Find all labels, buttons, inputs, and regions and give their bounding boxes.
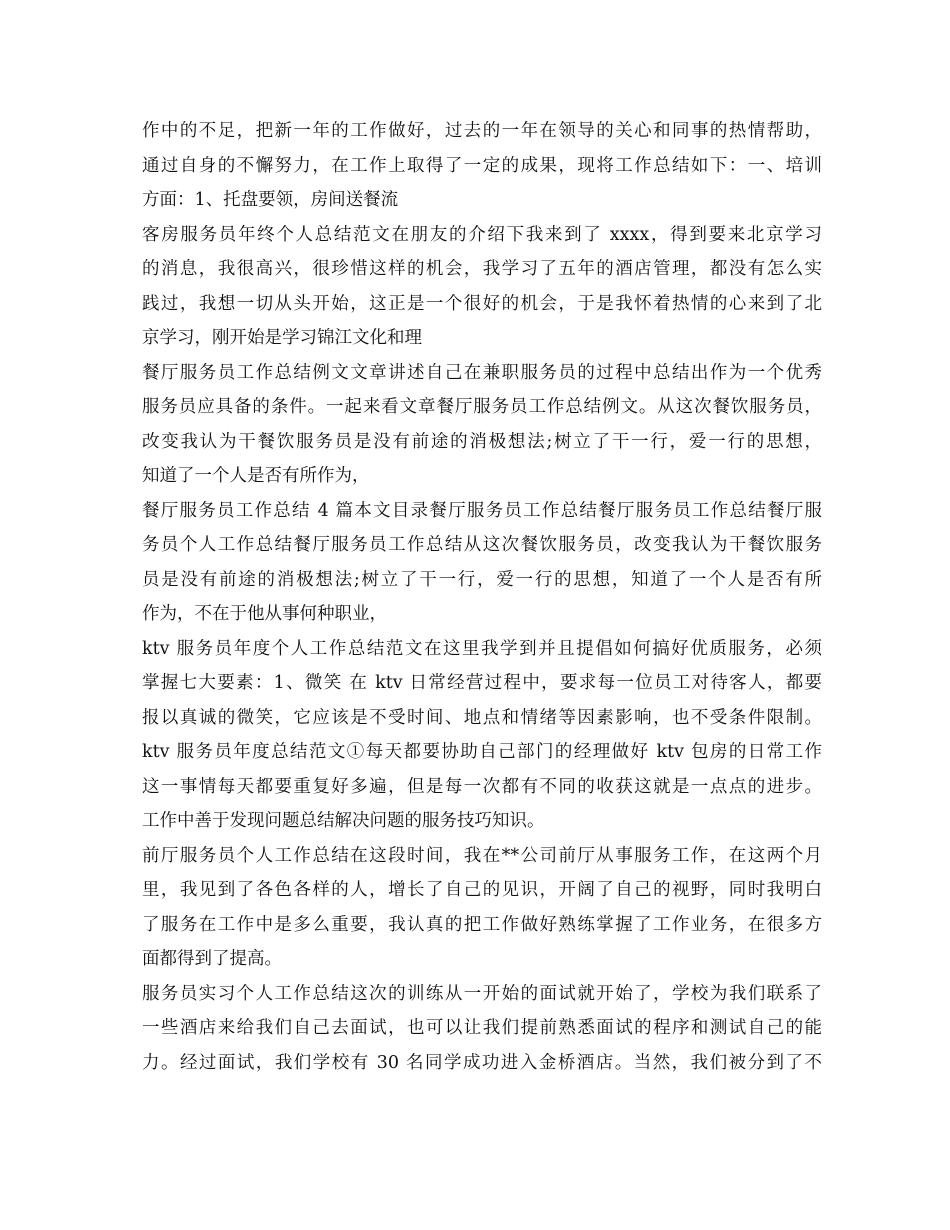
text-line: 员是没有前途的消极想法;树立了干一行，爱一行的思想，知道了一个人是否有所 [142,569,822,590]
text-line: 报以真诚的微笑，它应该是不受时间、地点和情绪等因素影响，也不受条件限制。 [142,707,822,728]
text-line: 作中的不足，把新一年的工作做好，过去的一年在领导的关心和同事的热情帮助， [142,121,822,141]
text-line: 服务员应具备的条件。一起来看文章餐厅服务员工作总结例文。从这次餐饮服务员， [142,397,822,417]
text-line: 京学习，刚开始是学习锦江文化和理 [142,328,422,348]
text-line: 力。经过面试，我们学校有 30 名同学成功进入金桥酒店。当然，我们被分到了不 [142,1052,822,1073]
text-line: 里，我见到了各色各样的人，增长了自己的见识，开阔了自己的视野，同时我明白 [142,880,822,900]
text-line: ktv 服务员年度总结范文①每天都要协助自己部门的经理做好 ktv 包房的日常工作 [142,742,822,762]
text-line: ktv 服务员年度个人工作总结范文在这里我学到并且提倡如何搞好优质服务，必须 [142,638,822,659]
text-line: 了服务在工作中是多么重要，我认真的把工作做好熟练掌握了工作业务，在很多方 [142,914,822,935]
text-line: 作为，不在于他从事何种职业， [142,604,387,624]
document-body [142,114,822,1080]
text-line: 的消息，我很高兴，很珍惜这样的机会，我学习了五年的酒店管理，都没有怎么实 [142,259,822,279]
text-line: 知道了一个人是否有所作为， [142,466,370,486]
text-line: 通过自身的不懈努力，在工作上取得了一定的成果，现将工作总结如下：一、培训 [142,155,822,176]
text-line: 工作中善于发现问题总结解决问题的服务技巧知识。 [142,811,545,831]
text-line: 服务员实习个人工作总结这次的训练从一开始的面试就开始了，学校为我们联系了 [142,983,822,1004]
text-line: 掌握七大要素：1、微笑 在 ktv 日常经营过程中，要求每一位员工对待客人，都要 [142,673,822,693]
text-line: 前厅服务员个人工作总结在这段时间，我在**公司前厅从事服务工作，在这两个月 [142,845,822,866]
text-line: 客房服务员年终个人总结范文在朋友的介绍下我来到了 xxxx，得到要来北京学习 [142,224,822,245]
text-line: 践过，我想一切从头开始，这正是一个很好的机会，于是我怀着热情的心来到了北 [142,293,822,314]
text-line: 面都得到了提高。 [142,949,282,969]
text-line: 方面：1、托盘要领，房间送餐流 [142,190,399,210]
text-line: 餐厅服务员工作总结例文文章讲述自己在兼职服务员的过程中总结出作为一个优秀 [142,362,822,383]
text-line: 改变我认为干餐饮服务员是没有前途的消极想法;树立了干一行，爱一行的思想， [142,431,822,452]
text-line: 餐厅服务员工作总结 4 篇本文目录餐厅服务员工作总结餐厅服务员工作总结餐厅服 [142,500,822,521]
text-line: 务员个人工作总结餐厅服务员工作总结从这次餐饮服务员，改变我认为干餐饮服务 [142,535,822,555]
text-line: 一些酒店来给我们自己去面试，也可以让我们提前熟悉面试的程序和测试自己的能 [142,1018,822,1038]
text-line: 这一事情每天都要重复好多遍，但是每一次都有不同的收获这就是一点点的进步。 [142,776,822,797]
